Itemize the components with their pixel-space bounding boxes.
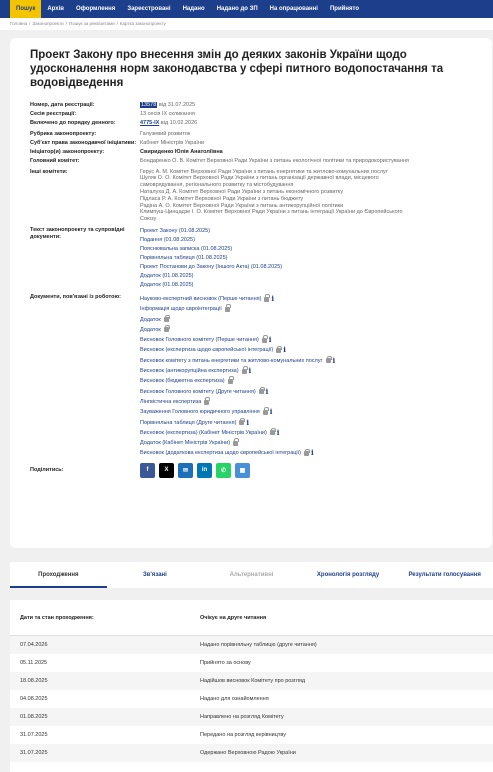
doc-link[interactable]: Додаток (01.08.2025) (140, 281, 194, 288)
top-nav (0, 0, 493, 18)
history-status: Надійшов висновок Комітету про розгляд (200, 678, 306, 684)
lock-icon (270, 430, 275, 435)
history-col-date: Дати та стан проходження: (20, 614, 94, 621)
breadcrumb-separator: / (29, 21, 31, 26)
info-icon[interactable]: i (283, 345, 286, 355)
history-header (10, 600, 493, 636)
work-doc-link[interactable]: Висновок (бюджетна експертиза) (140, 378, 225, 385)
work-doc-link[interactable]: Порівняльна таблиця (Друге читання) (140, 419, 237, 426)
history-status: Надано порівняльну таблицю (друге читання) (200, 642, 317, 648)
doc-link[interactable]: Проект Закону (01.08.2025) (140, 227, 211, 234)
history-table (10, 600, 493, 772)
committee-line: самоврядування, регіонального розвитку та містобудування (140, 182, 294, 189)
breadcrumb-separator: / (116, 21, 118, 26)
doc-link[interactable]: Додаток (01.08.2025) (140, 272, 194, 279)
info-icon[interactable]: i (332, 355, 336, 365)
doc-link[interactable]: Порівняльна таблиця (01.08.2025) (140, 254, 228, 261)
other-committees-label: Інші комітети: (30, 168, 68, 175)
initiator-value: Свириденко Юлія Анатоліївна (140, 148, 223, 155)
initiator-label: Ініціатор(и) законопроекту: (30, 148, 105, 155)
history-row (10, 690, 493, 708)
nav-item[interactable]: На опрацюванні (269, 6, 318, 12)
committee-line: Союзу (140, 216, 157, 223)
agenda-link[interactable]: 4775-IX (140, 119, 160, 126)
committee-line: Герус А. М. Комітет Верховної Ради України з питань енергетики та житлово-комунальних послуг (140, 168, 388, 175)
history-row (10, 708, 493, 726)
work-doc-link[interactable]: Висновок (експертиза щодо європейської інтеграції) (140, 347, 274, 354)
lock-icon (164, 317, 169, 322)
reg-date: від 31.07.2025 (158, 102, 196, 108)
share-button[interactable]: X (159, 463, 174, 478)
lock-icon (259, 389, 264, 394)
lock-icon (264, 297, 269, 302)
nav-item[interactable]: Зареєстровані (127, 6, 171, 12)
info-icon[interactable]: i (248, 366, 252, 376)
session-value: 13 сесія IX скликання (140, 110, 195, 117)
subject-label: Суб'єкт права законодавчої ініціативи: (30, 140, 137, 147)
history-date: 01.08.2025 (20, 714, 48, 720)
reg-label: Номер, дата реєстрації: (30, 102, 95, 108)
lock-icon (233, 441, 238, 446)
history-row (10, 726, 493, 744)
committee-line: Шуляк О. О. Комітет Верховної Ради України з питань організації державної влади, місцевого (140, 175, 379, 182)
work-doc-link[interactable]: Науково-експертний висновок (Перше читання) (140, 295, 262, 302)
work-doc-link[interactable]: Зауваження Головного юридичного управління (140, 409, 260, 416)
page-title: Проект Закону про внесення змін до деяких законів України щодо удосконалення норм законодавства у сфері питного водопостачання та водовідведення (30, 49, 444, 89)
work-docs-list (140, 294, 478, 459)
info-icon[interactable]: i (311, 448, 314, 458)
breadcrumb-item: Картка законопроекту (119, 21, 166, 26)
work-doc-item (140, 366, 478, 376)
work-doc-link[interactable]: Додаток (Кабінет Міністрів України) (140, 440, 231, 447)
nav-item[interactable]: Надано (182, 6, 205, 12)
work-doc-item (140, 428, 478, 438)
share-button[interactable]: in (197, 463, 212, 478)
committee-line: Климпуш-Цинцадзе І. О. Комітет Верховної Ради України з питань інтеграції України до Європейського (140, 209, 403, 216)
agenda-label: Включено до порядку денного: (30, 119, 116, 126)
info-icon[interactable]: i (276, 427, 280, 437)
nav-item[interactable]: Оформлення (75, 6, 116, 12)
work-doc-item (140, 387, 478, 397)
work-doc-item (140, 376, 478, 386)
main-committee-value: Бондаренко О. В. Комітет Верховної Ради України з питань екологічної політики та природокористування (140, 157, 409, 164)
work-doc-link[interactable]: Висновок (додаткова експертиза щодо європейської інтеграції) (140, 450, 301, 457)
lock-icon (263, 410, 268, 415)
history-date: 31.07.2025 (20, 732, 48, 738)
lock-icon (239, 420, 244, 425)
history-date: 18.08.2025 (20, 678, 48, 684)
nav-item[interactable]: Надано до ЗП (216, 6, 258, 12)
nav-item[interactable]: Прийнято (329, 6, 359, 12)
session-label: Сесія реєстрації: (30, 110, 77, 117)
history-row (10, 672, 493, 690)
history-row (10, 636, 493, 654)
main-committee-label: Головний комітет: (30, 157, 80, 164)
work-docs-label: Документи, пов'язані із роботою: (30, 293, 121, 300)
breadcrumb-item[interactable]: Головна (10, 21, 28, 26)
tab-item: Альтернативні (229, 572, 274, 578)
info-icon[interactable]: i (246, 417, 250, 427)
work-doc-item (140, 304, 478, 314)
history-status: Направлено на розгляд Комітету (200, 714, 284, 720)
work-doc-item (140, 294, 478, 304)
lock-icon (164, 327, 169, 332)
work-doc-item (140, 315, 478, 325)
docs-label: Текст законопроекту та супровідні документи: (30, 226, 125, 240)
history-col-status: Очікує на друге читання (200, 614, 267, 621)
share-button[interactable]: ✉ (178, 463, 193, 478)
share-button[interactable]: ▦ (235, 463, 250, 478)
nav-item[interactable]: Пошук (10, 0, 41, 18)
work-doc-item (140, 356, 478, 366)
bill-card (10, 38, 492, 548)
agenda-date: від 10.02.2026 (160, 119, 198, 126)
share-label: Поділитись: (30, 466, 64, 473)
subject-value: Кабінет Міністрів України (140, 140, 205, 147)
lock-icon (276, 348, 281, 353)
doc-link[interactable]: Подання (01.08.2025) (140, 236, 195, 243)
work-doc-item (140, 448, 478, 458)
tab-item[interactable]: Зв'язані (142, 572, 167, 578)
history-status: Надано для ознайомлення (200, 696, 269, 702)
lock-icon (242, 369, 247, 374)
work-doc-item (140, 418, 478, 428)
rubric-value: Галузевий розвиток (140, 131, 191, 138)
committee-line: Радіна А. О. Комітет Верховної Ради України з питань антикорупційної політики (140, 202, 344, 209)
lock-icon (228, 379, 233, 384)
info-icon[interactable]: i (265, 386, 269, 396)
lock-icon (204, 400, 209, 405)
share-button[interactable]: f (140, 463, 155, 478)
work-doc-item (140, 438, 478, 448)
nav-item[interactable]: Архів (47, 6, 64, 12)
breadcrumb (0, 18, 493, 30)
history-date: 04.08.2025 (20, 696, 48, 702)
work-doc-item (140, 345, 478, 355)
work-doc-item (140, 325, 478, 335)
work-doc-item (140, 397, 478, 407)
lock-icon (304, 451, 309, 456)
other-committees-list (140, 169, 478, 223)
tabs (10, 562, 493, 588)
lock-icon (326, 358, 331, 363)
reg-number-link[interactable]: 13578 (141, 102, 157, 108)
info-icon[interactable]: i (268, 335, 272, 345)
info-icon[interactable]: i (269, 407, 273, 417)
lock-icon (225, 307, 230, 312)
history-date: 31.07.2025 (20, 750, 48, 756)
committee-line: Підласа Р. А. Комітет Верховної Ради України з питань бюджету (140, 195, 304, 202)
share-buttons (140, 463, 250, 478)
work-doc-link[interactable]: Висновок комітету з питань енергетики та житлово-комунальних послуг (140, 357, 323, 364)
work-doc-link[interactable]: Інформація щодо євроінтеграції (140, 306, 222, 313)
tab-item[interactable]: Проходження (10, 562, 107, 588)
tab-item[interactable]: Результати голосування (408, 572, 481, 578)
work-doc-link[interactable]: Висновок Головного комітету (Перше читання) (140, 337, 259, 344)
work-doc-link[interactable]: Додаток (140, 326, 161, 333)
breadcrumb-item[interactable]: Пошук за реквізитами (68, 21, 115, 26)
history-date: 05.11.2025 (20, 660, 48, 666)
tab-item[interactable]: Хронологія розгляду (316, 572, 380, 578)
history-date: 07.04.2026 (20, 642, 48, 648)
work-doc-item (140, 335, 478, 345)
history-row (10, 654, 493, 672)
breadcrumb-item[interactable]: Законопроекти (32, 21, 64, 26)
work-doc-link[interactable]: Висновок (антикорупційна експертиза) (140, 368, 239, 375)
docs-list (140, 227, 478, 290)
history-status: Передано на розгляд керівництву (200, 732, 286, 738)
work-doc-link[interactable]: Висновок Головного комітету (Друге читання) (140, 388, 256, 395)
work-doc-link[interactable]: Додаток (140, 316, 161, 323)
history-status: Прийнято за основу (200, 660, 251, 666)
work-doc-link[interactable]: Висновок (експертиза) (Кабінет Міністрів України) (140, 429, 267, 436)
rubric-label: Рубрика законопроекту: (30, 131, 97, 138)
info-icon[interactable]: i (271, 293, 275, 303)
breadcrumb-separator: / (65, 21, 67, 26)
lock-icon (262, 338, 267, 343)
history-row (10, 744, 493, 762)
doc-link[interactable]: Проект Постанови до Закону (Іншого Акта) (01.08.2025) (140, 263, 283, 270)
work-doc-link[interactable]: Лінгвістична експертиза (140, 398, 202, 405)
work-doc-item (140, 407, 478, 417)
history-status: Одержано Верховною Радою України (200, 750, 296, 756)
committee-line: Наталуха Д. А. Комітет Верховної Ради України з питань економічного розвитку (140, 188, 344, 195)
doc-link[interactable]: Пояснювальна записка (01.08.2025) (140, 245, 233, 252)
share-button[interactable]: ✆ (216, 463, 231, 478)
